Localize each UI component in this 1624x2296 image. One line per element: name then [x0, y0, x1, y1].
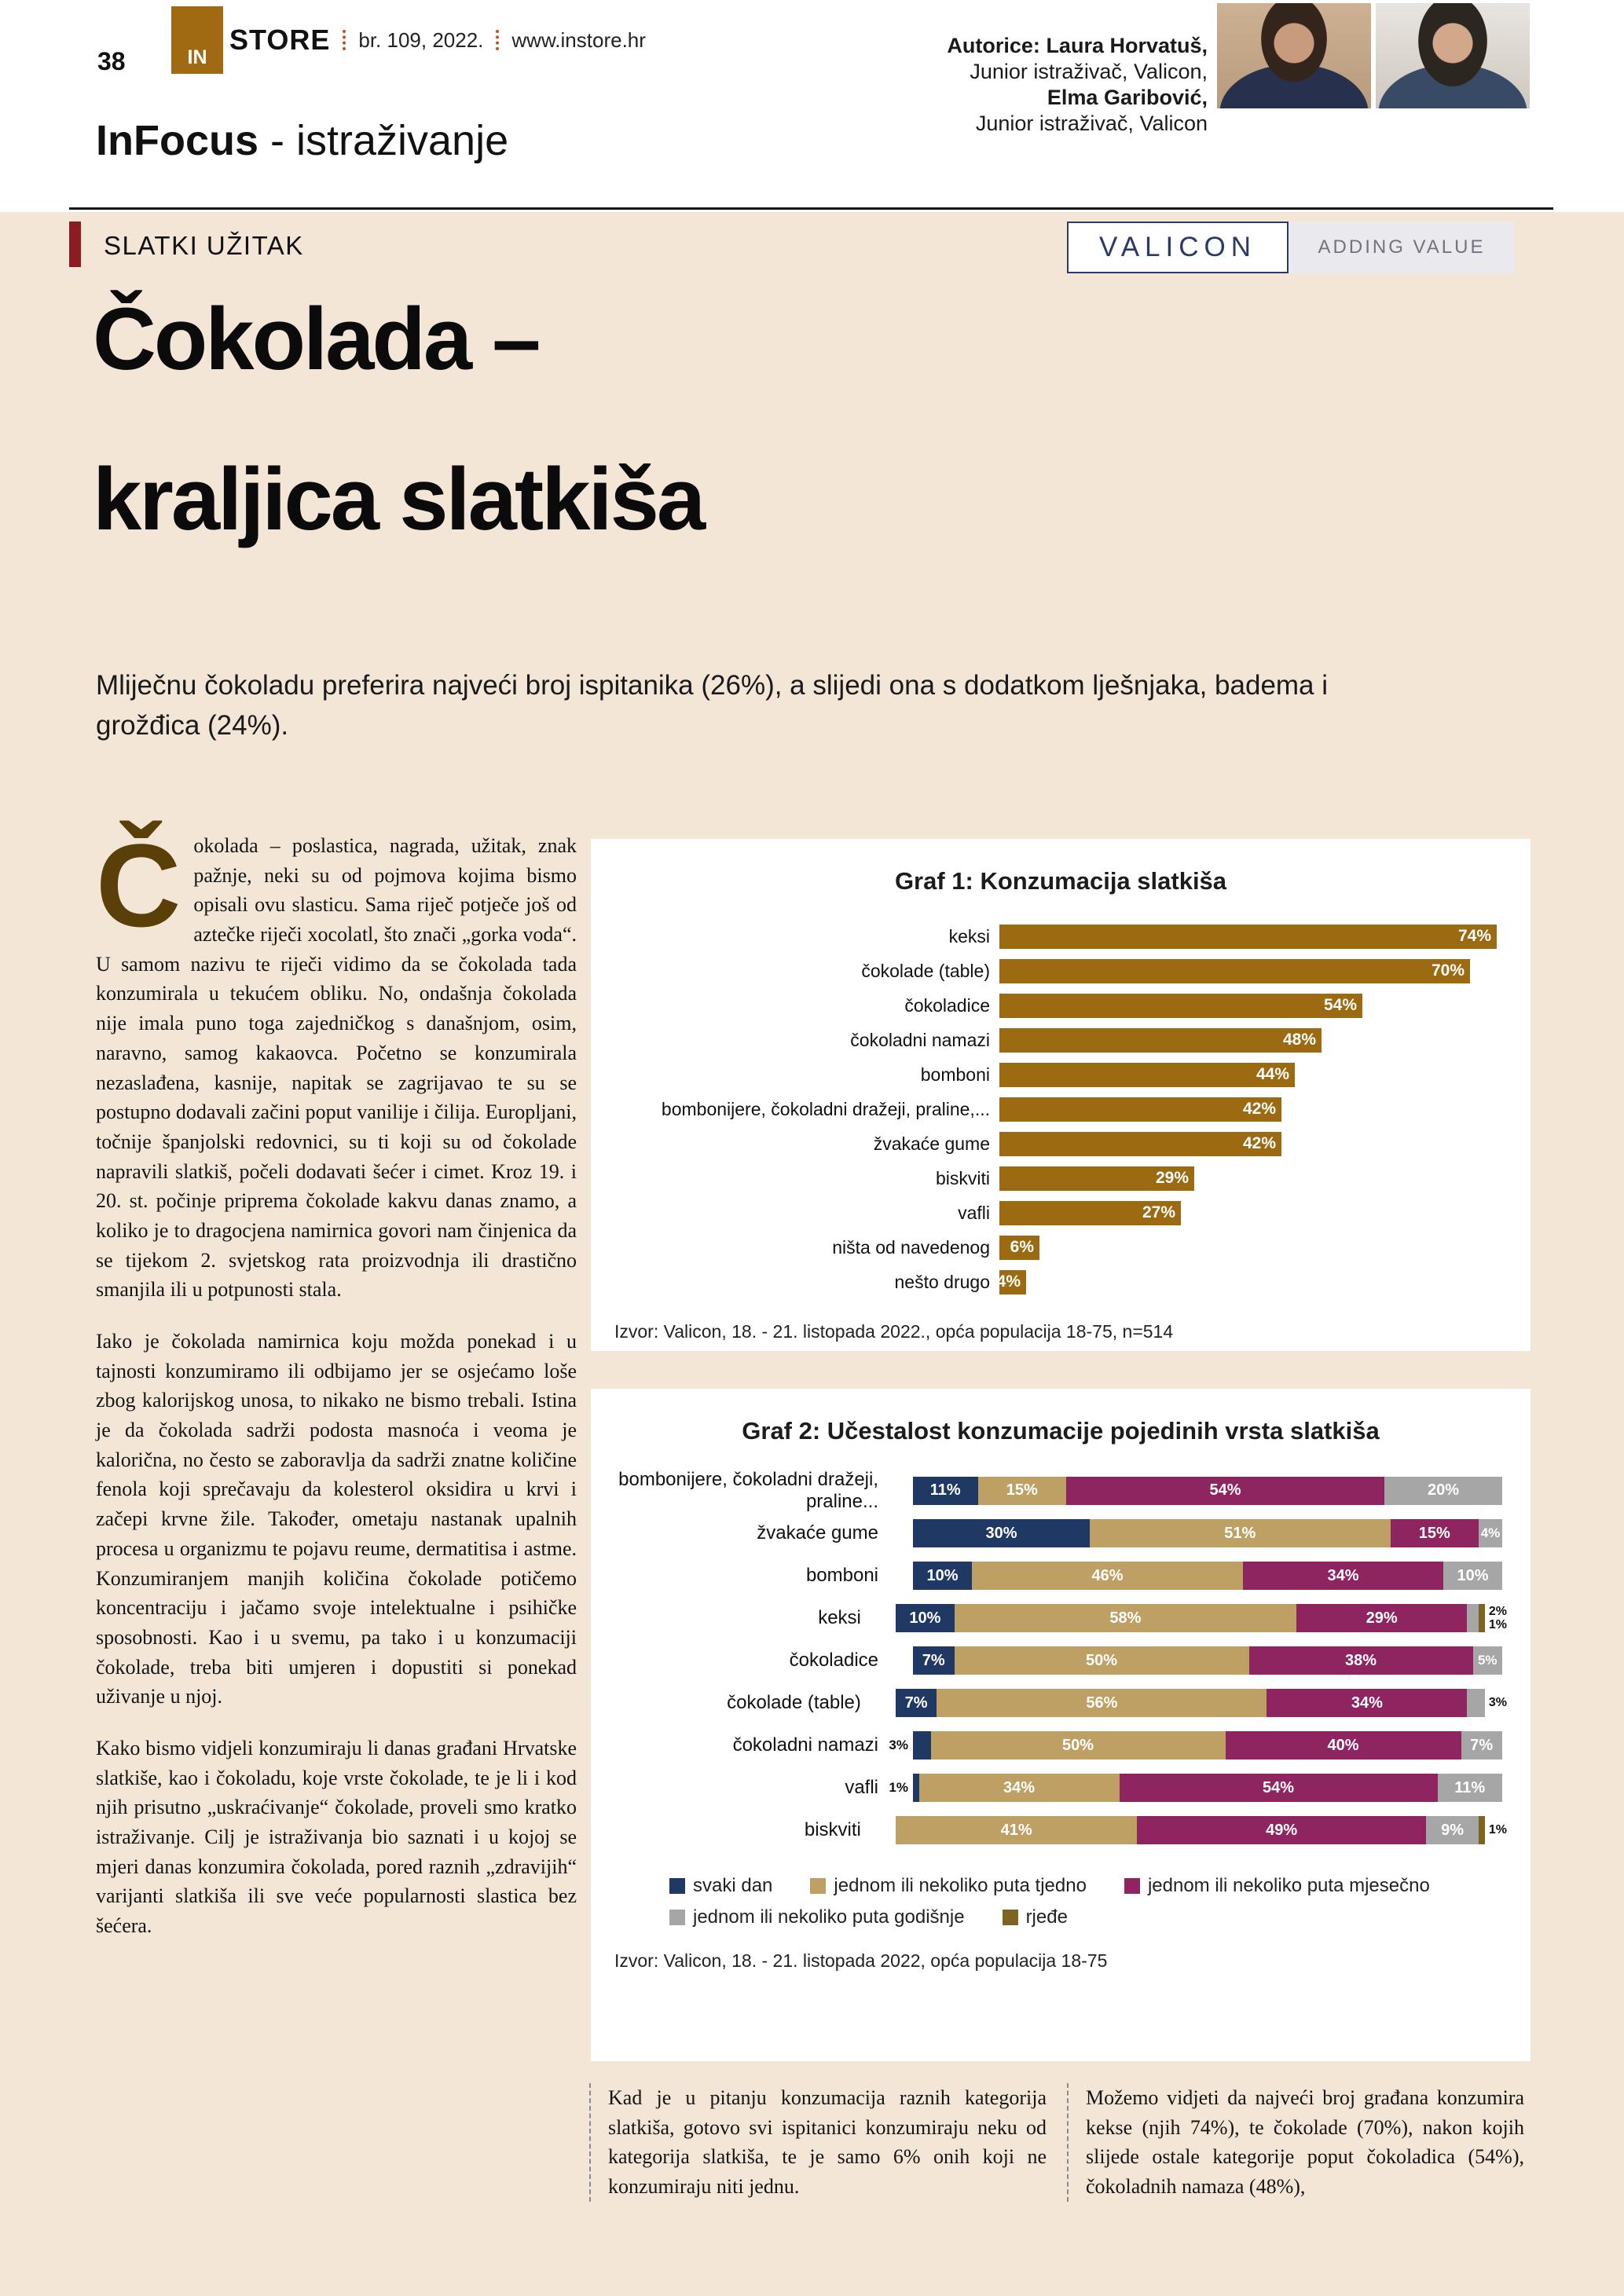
graf2-row: [614, 1682, 1507, 1724]
instore-logo-text: IN: [187, 46, 207, 68]
graf2-segment: [955, 1604, 1296, 1632]
section-title-suffix: - istraživanje: [270, 117, 509, 164]
graf2-bar-track: [913, 1646, 1502, 1675]
article-title: [93, 259, 703, 580]
graf2-value-label: 15%: [1006, 1481, 1038, 1500]
kicker: SLATKI UŽITAK: [104, 231, 304, 260]
graf1-value-label: 42%: [1242, 1100, 1276, 1118]
legend-label: jednom ili nekoliko puta tjedno: [834, 1875, 1087, 1897]
graf2-segment: [896, 1689, 937, 1717]
graf2-row: [614, 1809, 1507, 1851]
graf2-value-label: 5%: [1477, 1653, 1498, 1668]
graf1-category-label: keksi: [948, 925, 990, 947]
graf2-segment: [913, 1519, 1090, 1547]
graf1-bar: [999, 925, 1497, 949]
graf2-value-label: 34%: [1003, 1778, 1036, 1796]
graf2-stacked-bar: [913, 1774, 1502, 1802]
graf2-value-label: 58%: [1109, 1609, 1142, 1627]
graf2-value-label: 34%: [1351, 1694, 1383, 1712]
author1-role: Junior istraživač, Valicon,: [970, 59, 1208, 83]
graf2-category-label: čokolade (table): [727, 1692, 861, 1714]
graf2-category-label: keksi: [818, 1607, 861, 1629]
graf1-category-label: nešto drugo: [894, 1271, 990, 1292]
author-photo-2: [1376, 3, 1530, 108]
graf2-value-label: 1%: [889, 1780, 908, 1796]
graf2-segment: [1267, 1689, 1467, 1717]
graf2-category-label: žvakaće gume: [757, 1522, 878, 1544]
legend-item: [1003, 1906, 1068, 1928]
legend-item: [810, 1875, 1087, 1897]
graf2-value-label: 56%: [1086, 1694, 1118, 1712]
graf1-value-label: 74%: [1457, 927, 1491, 945]
graf1-row: [614, 954, 1507, 988]
graf2-category-label: vafli: [845, 1777, 878, 1799]
graf2-value-label: 51%: [1224, 1524, 1256, 1542]
graf2-bar-track: [889, 1731, 1502, 1760]
graf2-bar-track: [889, 1774, 1502, 1802]
graf1-value-label: 42%: [1242, 1134, 1276, 1152]
graf2-segment: [1066, 1477, 1384, 1505]
page-number: 38: [97, 47, 126, 75]
graf2-value-label: 3%: [889, 1738, 908, 1753]
graf1-bar-track: [999, 925, 1507, 949]
section-title: [96, 116, 508, 165]
graf2-value-label: 34%: [1327, 1566, 1359, 1584]
graf1-value-label: 6%: [1010, 1238, 1034, 1256]
graf1-bar: [999, 1063, 1295, 1087]
graf1-category-label: bomboni: [920, 1064, 990, 1085]
graf1-bar: [999, 1166, 1194, 1191]
kicker-accent-bar: [69, 222, 81, 267]
graf2-value-label: 10%: [926, 1566, 959, 1584]
legend-label: jednom ili nekoliko puta mjesečno: [1147, 1875, 1430, 1897]
graf2-segment: [919, 1774, 1120, 1802]
graf1-row: [614, 1092, 1507, 1126]
graf2-segment: [1479, 1604, 1485, 1632]
graf2-segment: [1391, 1519, 1479, 1547]
graf2-legend: [669, 1875, 1507, 1928]
author2-name: Elma Garibović,: [1047, 85, 1208, 109]
author1-name: Laura Horvatuš,: [1046, 34, 1208, 57]
graf2-bar-track: [896, 1604, 1507, 1632]
graf2-segment: [972, 1562, 1243, 1590]
graf2-value-label: 50%: [1061, 1736, 1094, 1754]
graf2-segment: [896, 1816, 1138, 1844]
graf2-value-label: 7%: [904, 1694, 928, 1712]
graf1-row: [614, 1023, 1507, 1057]
legend-label: jednom ili nekoliko puta godišnje: [693, 1906, 965, 1928]
graf1-value-label: 29%: [1155, 1169, 1189, 1187]
graf2-category-label: bombonijere, čokoladni dražeji, praline...: [618, 1469, 878, 1512]
graf2-stacked-bar: [913, 1731, 1502, 1760]
graf1-row: [614, 988, 1507, 1023]
graf2-segment: [1479, 1816, 1485, 1844]
graf2-segment: [1243, 1562, 1443, 1590]
graf2-value-label: 10%: [909, 1609, 941, 1627]
graf2-row: [614, 1767, 1507, 1809]
graf1-bar-track: [999, 1166, 1507, 1191]
graf2-row: [614, 1597, 1507, 1639]
author-photos: [1217, 3, 1530, 108]
graf2-outside-labels: 2% 1%: [1488, 1604, 1507, 1632]
header-divider: [69, 207, 1553, 210]
graf2-value-label: 38%: [1344, 1651, 1377, 1669]
dropcap: Č: [96, 819, 181, 951]
graf2-segment: [1137, 1816, 1426, 1844]
legend-item: [1124, 1875, 1430, 1897]
graf2-category-label: čokoladice: [789, 1650, 878, 1672]
chart2-title: Graf 2: Učestalost konzumacije pojedinih vrsta slatkiša: [742, 1417, 1380, 1445]
website-link[interactable]: www.instore.hr: [511, 27, 646, 52]
graf2-bar-track: [913, 1562, 1502, 1590]
graf1-value-label: 48%: [1282, 1031, 1316, 1049]
graf2-segment: [913, 1477, 978, 1505]
graf2-segment: [931, 1731, 1226, 1760]
graf2-segment: [1384, 1477, 1502, 1505]
paragraph-2: Iako je čokolada namirnica koju možda ponekad i u tajnosti konzumiramo ili odbijamo jer se osjećamo loše zbog kalorijskog unosa, to nikako ne bismo trebali. Istina je da čokolada sadrži podosta masnoća i veoma je kalorična, no često se zaboravlja da sadrži znatne količine fenola koji sprečavaju da kolesterol oksidira u krvi i začepi krvne žile. Također, ometaju nastanak upalnih procesa u organizmu te pojavu reume, dermatitisa i astme. Konzumiranjem manjih količina čokolade potičemo koncentraciju i jačamo svoje intelektualne i psihičke sposobnosti. Kao i u svemu, pa tako i u konzumaciji čokolade, treba biti umjeren i dopustiti si ponekad uživanje u njoj.: [96, 1330, 577, 1708]
graf2-segment: [937, 1689, 1267, 1717]
graf2-value-label: 49%: [1266, 1821, 1298, 1839]
graf1-category-label: bombonijere, čokoladni dražeji, praline,...: [661, 1098, 990, 1119]
graf2-row: [614, 1639, 1507, 1682]
graf2-value-label: 54%: [1209, 1481, 1241, 1500]
graf1-bar: [999, 994, 1362, 1018]
legend-swatch-icon: [669, 1910, 685, 1925]
paragraph-1-text: okolada – poslastica, nagrada, užitak, znak pažnje, neki su od pojmova kojima bismo opisali ovu slasticu. Sama riječ potječe još od aztečke riječi xocolatl, što znači „gorka voda“. U samom nazivu te riječi vidimo da se čokolada tada konzumirala u tekućem obliku. No, ondašnja čokolada nije imala puno toga zajedničkog s današnjom, osim, naravno, samog kakaovca. Početno se konzumirala nezaslađena, kasnije, napitak se zagrijavao te su se postupno dodavali začini poput vanilije i čilija. Europljani, točnije španjolski redovnici, su ti koji su od čokolade napravili slatkiš, počeli dodavati šećer i cimet. Kroz 19. i 20. st. počinje priprema čokolade kakvu danas znamo, a koliko je to dragocjena namirnica govori nam činjenica da se tijekom 2. svjetskog rata proizvodnja ili drastično smanjila ili u potpunosti stala.: [96, 834, 577, 1302]
graf2-segment: [1467, 1604, 1479, 1632]
graf1-bar-track: [999, 994, 1507, 1018]
graf2-bar-track: [896, 1816, 1507, 1844]
graf1-bar: [999, 1236, 1039, 1260]
graf1-bar-track: [999, 1201, 1507, 1225]
graf2-segment: [1479, 1519, 1502, 1547]
graf1-row: [614, 1161, 1507, 1196]
chart1-panel: [591, 839, 1531, 1351]
graf2-value-label: 11%: [1454, 1778, 1486, 1796]
graf1-bar: [996, 1270, 1026, 1294]
graf1-bar: [999, 959, 1470, 983]
legend-item: [669, 1875, 772, 1897]
chart1-title: Graf 1: Konzumacija slatkiša: [894, 867, 1227, 895]
legend-item: [669, 1906, 965, 1928]
graf2-value-label: 9%: [1441, 1821, 1465, 1839]
graf1-row: [614, 1126, 1507, 1161]
legend-row: [669, 1875, 1507, 1897]
graf2-bar-track: [896, 1689, 1507, 1717]
legend-swatch-icon: [1003, 1910, 1018, 1925]
graf2-value-label: 41%: [1000, 1821, 1032, 1839]
graf2-category-label: bomboni: [805, 1565, 878, 1587]
graf1-row: [614, 1196, 1507, 1230]
issue-number: br. 109, 2022.: [358, 27, 484, 52]
graf2-segment: [1090, 1519, 1391, 1547]
graf1-bar-track: [999, 1097, 1507, 1122]
graf1-value-label: 70%: [1431, 961, 1465, 980]
article-body-column: [96, 819, 577, 1963]
instore-logo-icon: [171, 6, 223, 74]
graf2-stacked-bar: [913, 1646, 1502, 1675]
graf2-stacked-bar: [913, 1477, 1502, 1505]
graf2-value-label: 4%: [1480, 1525, 1501, 1541]
instore-masthead: [171, 6, 646, 74]
graf2-stacked-bar: [896, 1816, 1485, 1844]
graf1-value-label: 4%: [996, 1273, 1021, 1291]
graf1-bar-track: [999, 1132, 1507, 1156]
graf2-value-label: 54%: [1262, 1778, 1295, 1796]
graf2-stacked-bar: [913, 1519, 1502, 1547]
graf2-stacked-bar: [896, 1604, 1485, 1632]
graf2-category-label: čokoladni namazi: [732, 1734, 878, 1756]
graf2-rows: [614, 1469, 1507, 1851]
graf1-bar: [999, 1097, 1281, 1122]
section-title-main: InFocus: [96, 117, 259, 164]
graf2-outside-labels: 3%: [1488, 1696, 1507, 1710]
graf2-segment: [913, 1731, 931, 1760]
chart2-source: Izvor: Valicon, 18. - 21. listopada 2022, opća populacija 18-75: [614, 1950, 1108, 1972]
graf1-value-label: 27%: [1142, 1203, 1175, 1221]
graf2-outside-labels: 1%: [1488, 1823, 1507, 1837]
graf2-value-label: 7%: [922, 1651, 945, 1669]
legend-swatch-icon: [810, 1878, 826, 1894]
graf2-value-label: 30%: [985, 1524, 1017, 1542]
valicon-logo: [1067, 222, 1515, 273]
article-title-line1: Čokolada –: [93, 290, 539, 388]
graf2-category-label: biskviti: [804, 1819, 861, 1841]
legend-row: [669, 1906, 1507, 1928]
graf2-segment: [955, 1646, 1249, 1675]
bottom-column-left: Kad je u pitanju konzumacija raznih kategorija slatkiša, gotovo svi ispitanici konzumiraju neku od kategorija slatkiša, te je samo 6% onih koji ne konzumiraju niti jednu.: [589, 2083, 1047, 2202]
graf2-segment: [1426, 1816, 1479, 1844]
authors-block: [947, 33, 1208, 137]
paragraph-1: [96, 819, 577, 1305]
dotted-separator-icon: [343, 30, 346, 50]
graf2-value-label: 10%: [1457, 1566, 1489, 1584]
graf1-category-label: biskviti: [935, 1167, 990, 1188]
authors-label: Autorice:: [947, 34, 1040, 57]
graf2-value-label: 40%: [1327, 1736, 1359, 1754]
graf1-category-label: žvakaće gume: [873, 1133, 990, 1154]
graf2-segment: [1249, 1646, 1473, 1675]
graf1-value-label: 54%: [1323, 996, 1357, 1014]
graf1-row: [614, 1265, 1507, 1299]
graf2-segment: [1467, 1689, 1485, 1717]
graf2-segment: [1473, 1646, 1503, 1675]
graf2-segment: [1296, 1604, 1468, 1632]
graf1-category-label: ništa od navedenog: [832, 1236, 990, 1258]
graf1-row: [614, 1230, 1507, 1265]
graf1-row: [614, 919, 1507, 954]
graf2-row: [614, 1512, 1507, 1554]
graf2-value-label: 50%: [1085, 1651, 1118, 1669]
graf1-category-label: čokoladni namazi: [850, 1029, 990, 1050]
graf2-segment: [896, 1604, 955, 1632]
brand-name: STORE: [229, 24, 331, 56]
graf1-category-label: vafli: [958, 1202, 990, 1223]
graf2-segment: [913, 1646, 955, 1675]
graf1-bar-track: [999, 1028, 1507, 1053]
graf1-bar: [999, 1201, 1181, 1225]
chart2-panel: [591, 1389, 1531, 2061]
graf2-bar-track: [913, 1477, 1502, 1505]
graf1-bar: [999, 1028, 1322, 1053]
graf2-segment: [978, 1477, 1067, 1505]
legend-label: svaki dan: [693, 1875, 773, 1897]
graf1-bar-track: [999, 959, 1507, 983]
graf2-segment: [1461, 1731, 1503, 1760]
graf2-segment: [913, 1562, 972, 1590]
graf1-value-label: 44%: [1256, 1065, 1289, 1083]
graf1-category-label: čokoladice: [904, 994, 990, 1016]
graf1-row: [614, 1057, 1507, 1092]
legend-label: rjeđe: [1025, 1906, 1068, 1928]
author-photo-1: [1217, 3, 1371, 108]
graf2-value-label: 29%: [1366, 1609, 1398, 1627]
graf2-row: [614, 1469, 1507, 1512]
graf2-bar-track: [913, 1519, 1502, 1547]
bottom-column-right: Možemo vidjeti da najveći broj građana konzumira kekse (njih 74%), te čokolade (70%), nakon kojih slijede ostale kategorije poput čokoladica (54%), čokoladnih namaza (48%),: [1067, 2083, 1524, 2202]
chart1-source: Izvor: Valicon, 18. - 21. listopada 2022., opća populacija 18-75, n=514: [614, 1321, 1174, 1342]
dotted-separator-icon: [496, 30, 499, 50]
graf1-bar-track: [996, 1270, 1507, 1294]
graf2-stacked-bar: [913, 1562, 1502, 1590]
legend-swatch-icon: [669, 1878, 685, 1894]
graf1-category-label: čokolade (table): [861, 960, 990, 981]
graf2-segment: [1438, 1774, 1503, 1802]
graf2-value-label: 15%: [1418, 1524, 1450, 1542]
graf2-value-label: 7%: [1470, 1736, 1494, 1754]
graf2-value-label: 46%: [1091, 1566, 1124, 1584]
graf2-stacked-bar: [896, 1689, 1485, 1717]
graf1-bar-track: [999, 1236, 1507, 1260]
graf1-rows: [614, 919, 1507, 1299]
graf2-segment: [1226, 1731, 1461, 1760]
graf2-value-label: 11%: [929, 1481, 961, 1500]
graf2-row: [614, 1724, 1507, 1767]
paragraph-3: Kako bismo vidjeli konzumiraju li danas građani Hrvatske slatkiše, kao i čokoladu, koje vrste čokolade, te je li i kod njih prisutno „uskraćivanje“ čokolade, proveli smo kratko istraživanje. Cilj je istraživanja bio saznati i u kojoj se mjeri danas konzumira čokolada, pored raznih „zdravijih“ varijanti slatkiša ili sve veće popularnosti slastica bez šećera.: [96, 1736, 577, 1938]
graf2-segment: [1443, 1562, 1502, 1590]
article-title-line2: kraljica slatkiša: [93, 449, 704, 548]
graf1-bar-track: [999, 1063, 1507, 1087]
graf2-segment: [913, 1774, 919, 1802]
valicon-wordmark: VALICON: [1067, 222, 1289, 273]
valicon-tagline: ADDING VALUE: [1289, 222, 1515, 273]
author2-role: Junior istraživač, Valicon: [975, 111, 1208, 135]
graf2-value-label: 20%: [1427, 1481, 1460, 1500]
article-lead: Mliječnu čokoladu preferira najveći broj ispitanika (26%), a slijedi ona s dodatkom lješnjaka, badema i grožđica (24%).: [96, 670, 1329, 741]
legend-swatch-icon: [1124, 1878, 1140, 1894]
graf2-segment: [1120, 1774, 1438, 1802]
graf2-row: [614, 1554, 1507, 1597]
graf1-bar: [999, 1132, 1281, 1156]
